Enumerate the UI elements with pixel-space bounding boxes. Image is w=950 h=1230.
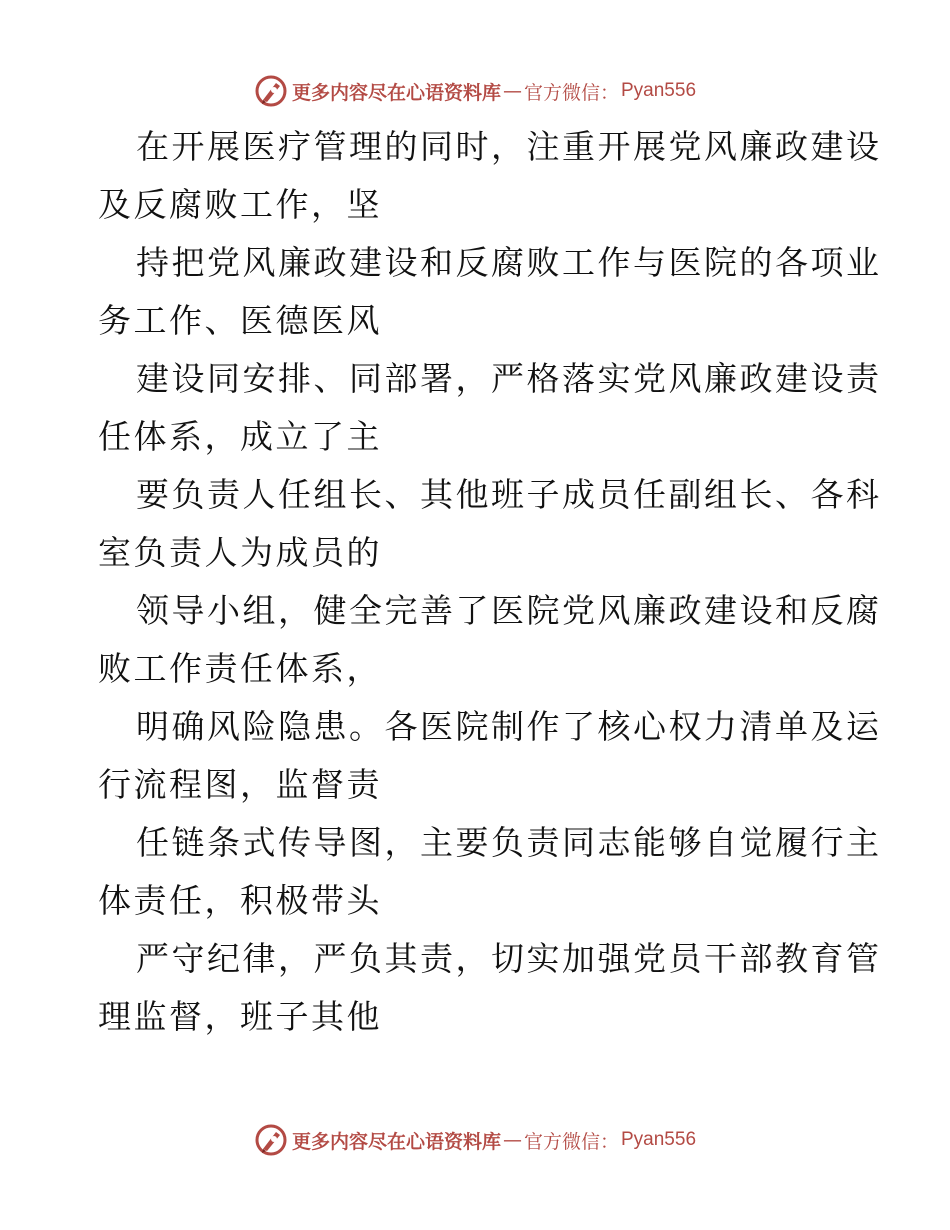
paragraph-line: 室负责人为成员的 (98, 533, 382, 572)
paragraph-line: 败工作责任体系， (98, 649, 382, 688)
banner-brand: 更多内容尽在心语资料库 (291, 81, 501, 104)
paragraph-line: 领导小组，健全完善了医院党风廉政建设和反腐 (136, 591, 882, 630)
paragraph (98, 582, 882, 698)
document-body (98, 118, 882, 1046)
pen-logo-icon (254, 1123, 288, 1157)
paragraph-line: 明确风险隐患。各医院制作了核心权力清单及运 (136, 707, 882, 746)
banner-wechat-id: Pyan556 (621, 80, 697, 101)
paragraph (98, 930, 882, 1046)
paragraph-line: 在开展医疗管理的同时，注重开展党风廉政建设 (136, 127, 882, 166)
paragraph-line: 务工作、医德医风 (98, 301, 382, 340)
paragraph-line: 严守纪律，严负其责，切实加强党员干部教育管 (136, 939, 882, 978)
paragraph (98, 698, 882, 814)
paragraph-line: 及反腐败工作，坚 (98, 185, 382, 224)
paragraph-line: 任体系，成立了主 (98, 417, 382, 456)
paragraph-line: 任链条式传导图，主要负责同志能够自觉履行主 (136, 823, 882, 862)
paragraph (98, 814, 882, 930)
banner-separator: — (502, 1129, 522, 1151)
paragraph-line: 建设同安排、同部署，严格落实党风廉政建设责 (136, 359, 882, 398)
paragraph (98, 350, 882, 466)
paragraph-line: 行流程图，监督责 (98, 765, 382, 804)
paragraph (98, 466, 882, 582)
footer-banner (0, 1120, 950, 1160)
banner-separator: — (502, 80, 522, 102)
paragraph-line: 理监督，班子其他 (98, 997, 382, 1036)
paragraph (98, 118, 882, 234)
banner-wechat-id: Pyan556 (621, 1129, 697, 1150)
paragraph-line: 要负责人任组长、其他班子成员任副组长、各科 (136, 475, 882, 514)
paragraph-line: 持把党风廉政建设和反腐败工作与医院的各项业 (136, 243, 882, 282)
banner-wechat-label: 官方微信： (523, 81, 619, 104)
paragraph (98, 234, 882, 350)
pen-logo-icon (254, 74, 288, 108)
header-banner (0, 71, 950, 111)
banner-wechat-label: 官方微信： (523, 1130, 619, 1153)
paragraph-line: 体责任，积极带头 (98, 881, 382, 920)
banner-brand: 更多内容尽在心语资料库 (291, 1130, 501, 1153)
